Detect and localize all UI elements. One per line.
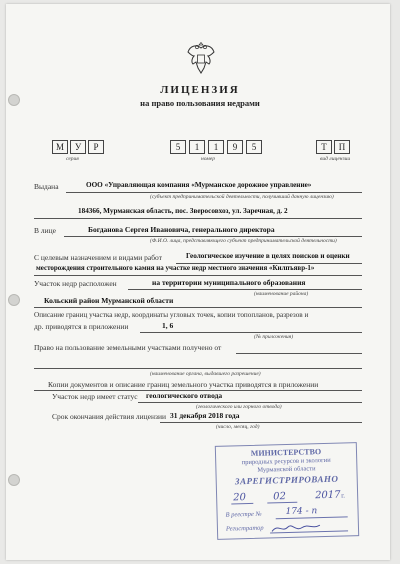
stamp-date-month: 02 [273, 491, 287, 503]
number-caption: номер [201, 156, 215, 162]
stamp-date-suffix: г. [341, 491, 346, 500]
document-subtitle: на право пользования недрами [140, 98, 260, 108]
boundary-label-line1: Описание границ участка недр, координаты угловых точек, копии топопланов, разрезов и [34, 311, 309, 319]
number-digit-box: 9 [227, 140, 243, 154]
stamp-ministry-sub: природных ресурсов и экологии [241, 456, 331, 467]
expiry-caption: (число, месяц, год) [216, 424, 260, 430]
stamp-registered: ЗАРЕГИСТРИРОВАНО [234, 473, 339, 487]
boundary-caption: (№ приложения) [254, 334, 294, 340]
punch-hole [8, 474, 20, 486]
document-title: ЛИЦЕНЗИЯ [160, 84, 240, 96]
location-caption: (наименование района) [254, 291, 309, 297]
number-digit-box: 5 [170, 140, 186, 154]
kind-letter-box: Т [316, 140, 332, 154]
stamp-registrar-row [224, 519, 352, 536]
number-digit-box: 1 [208, 140, 224, 154]
issued-to-value: ООО «Управляющая компания «Мурманское дорожное управление» [86, 181, 312, 189]
stamp-date-day: 20 [233, 492, 247, 504]
punch-hole [8, 294, 20, 306]
stamp-registrar-label: Регистратор [225, 524, 264, 533]
issued-caption: (субъект предпринимательской деятельности, получивший данную лицензию) [150, 194, 334, 200]
person-value: Богданова Сергея Ивановича, генерального директора [88, 225, 275, 234]
expiry-value: 31 декабря 2018 года [170, 411, 240, 420]
person-caption: (Ф.И.О. лица, представляющего субъект предпринимательской деятельности) [150, 238, 337, 244]
person-label: В лице [34, 226, 56, 235]
kind-letter-box: П [334, 140, 350, 154]
purpose-value-line1: Геологическое изучение в целях поисков и оценки [186, 252, 350, 260]
boundary-label-line2: др. приводятся в приложении [34, 322, 129, 331]
purpose-value-line2: месторождения строительного камня на участке недр местного значения «Килпъявр-1» [36, 264, 315, 272]
status-caption: (геологического или горного отвода) [196, 404, 282, 410]
copies-label: Копии документов и описание границ земельного участка приводятся в приложении [48, 380, 319, 389]
stamp-registry-number: 174 - п [285, 506, 318, 518]
registration-stamp [215, 442, 359, 540]
stamp-date [223, 489, 351, 506]
district-value: Кольский район Мурманской области [44, 296, 174, 305]
number-digit-box: 1 [189, 140, 205, 154]
location-value: на территории муниципального образования [152, 278, 306, 287]
address-value: 184366, Мурманская область, пос. Зверосовхоз, ул. Заречная, д. 2 [78, 207, 288, 215]
stamp-ministry: МИНИСТЕРСТВО [250, 447, 322, 458]
boundary-value: 1, 6 [162, 321, 174, 330]
status-label: Участок недр имеет статус [52, 392, 138, 401]
status-value: геологического отвода [146, 391, 223, 400]
number-digit-box: 5 [246, 140, 262, 154]
stamp-region: Мурманской области [257, 465, 316, 474]
series-caption: серия [66, 156, 79, 162]
land-caption: (наименование органа, выдавшего разрешение) [150, 371, 261, 377]
purpose-label: С целевым назначением и видами работ [34, 253, 162, 262]
stamp-registry-label: В реестре № [225, 510, 262, 519]
land-label: Право на пользование земельными участками получено от [34, 343, 222, 352]
coat-of-arms-icon [186, 42, 216, 76]
stamp-date-year: 2017 [314, 489, 341, 502]
series-letter-box: Р [88, 140, 104, 154]
series-letter-box: М [52, 140, 68, 154]
issued-label: Выдана [34, 182, 59, 191]
kind-caption: вид лицензии [320, 156, 351, 162]
expiry-label: Срок окончания действия лицензии [52, 412, 166, 421]
series-letter-box: У [70, 140, 86, 154]
location-label: Участок недр расположен [34, 279, 117, 288]
